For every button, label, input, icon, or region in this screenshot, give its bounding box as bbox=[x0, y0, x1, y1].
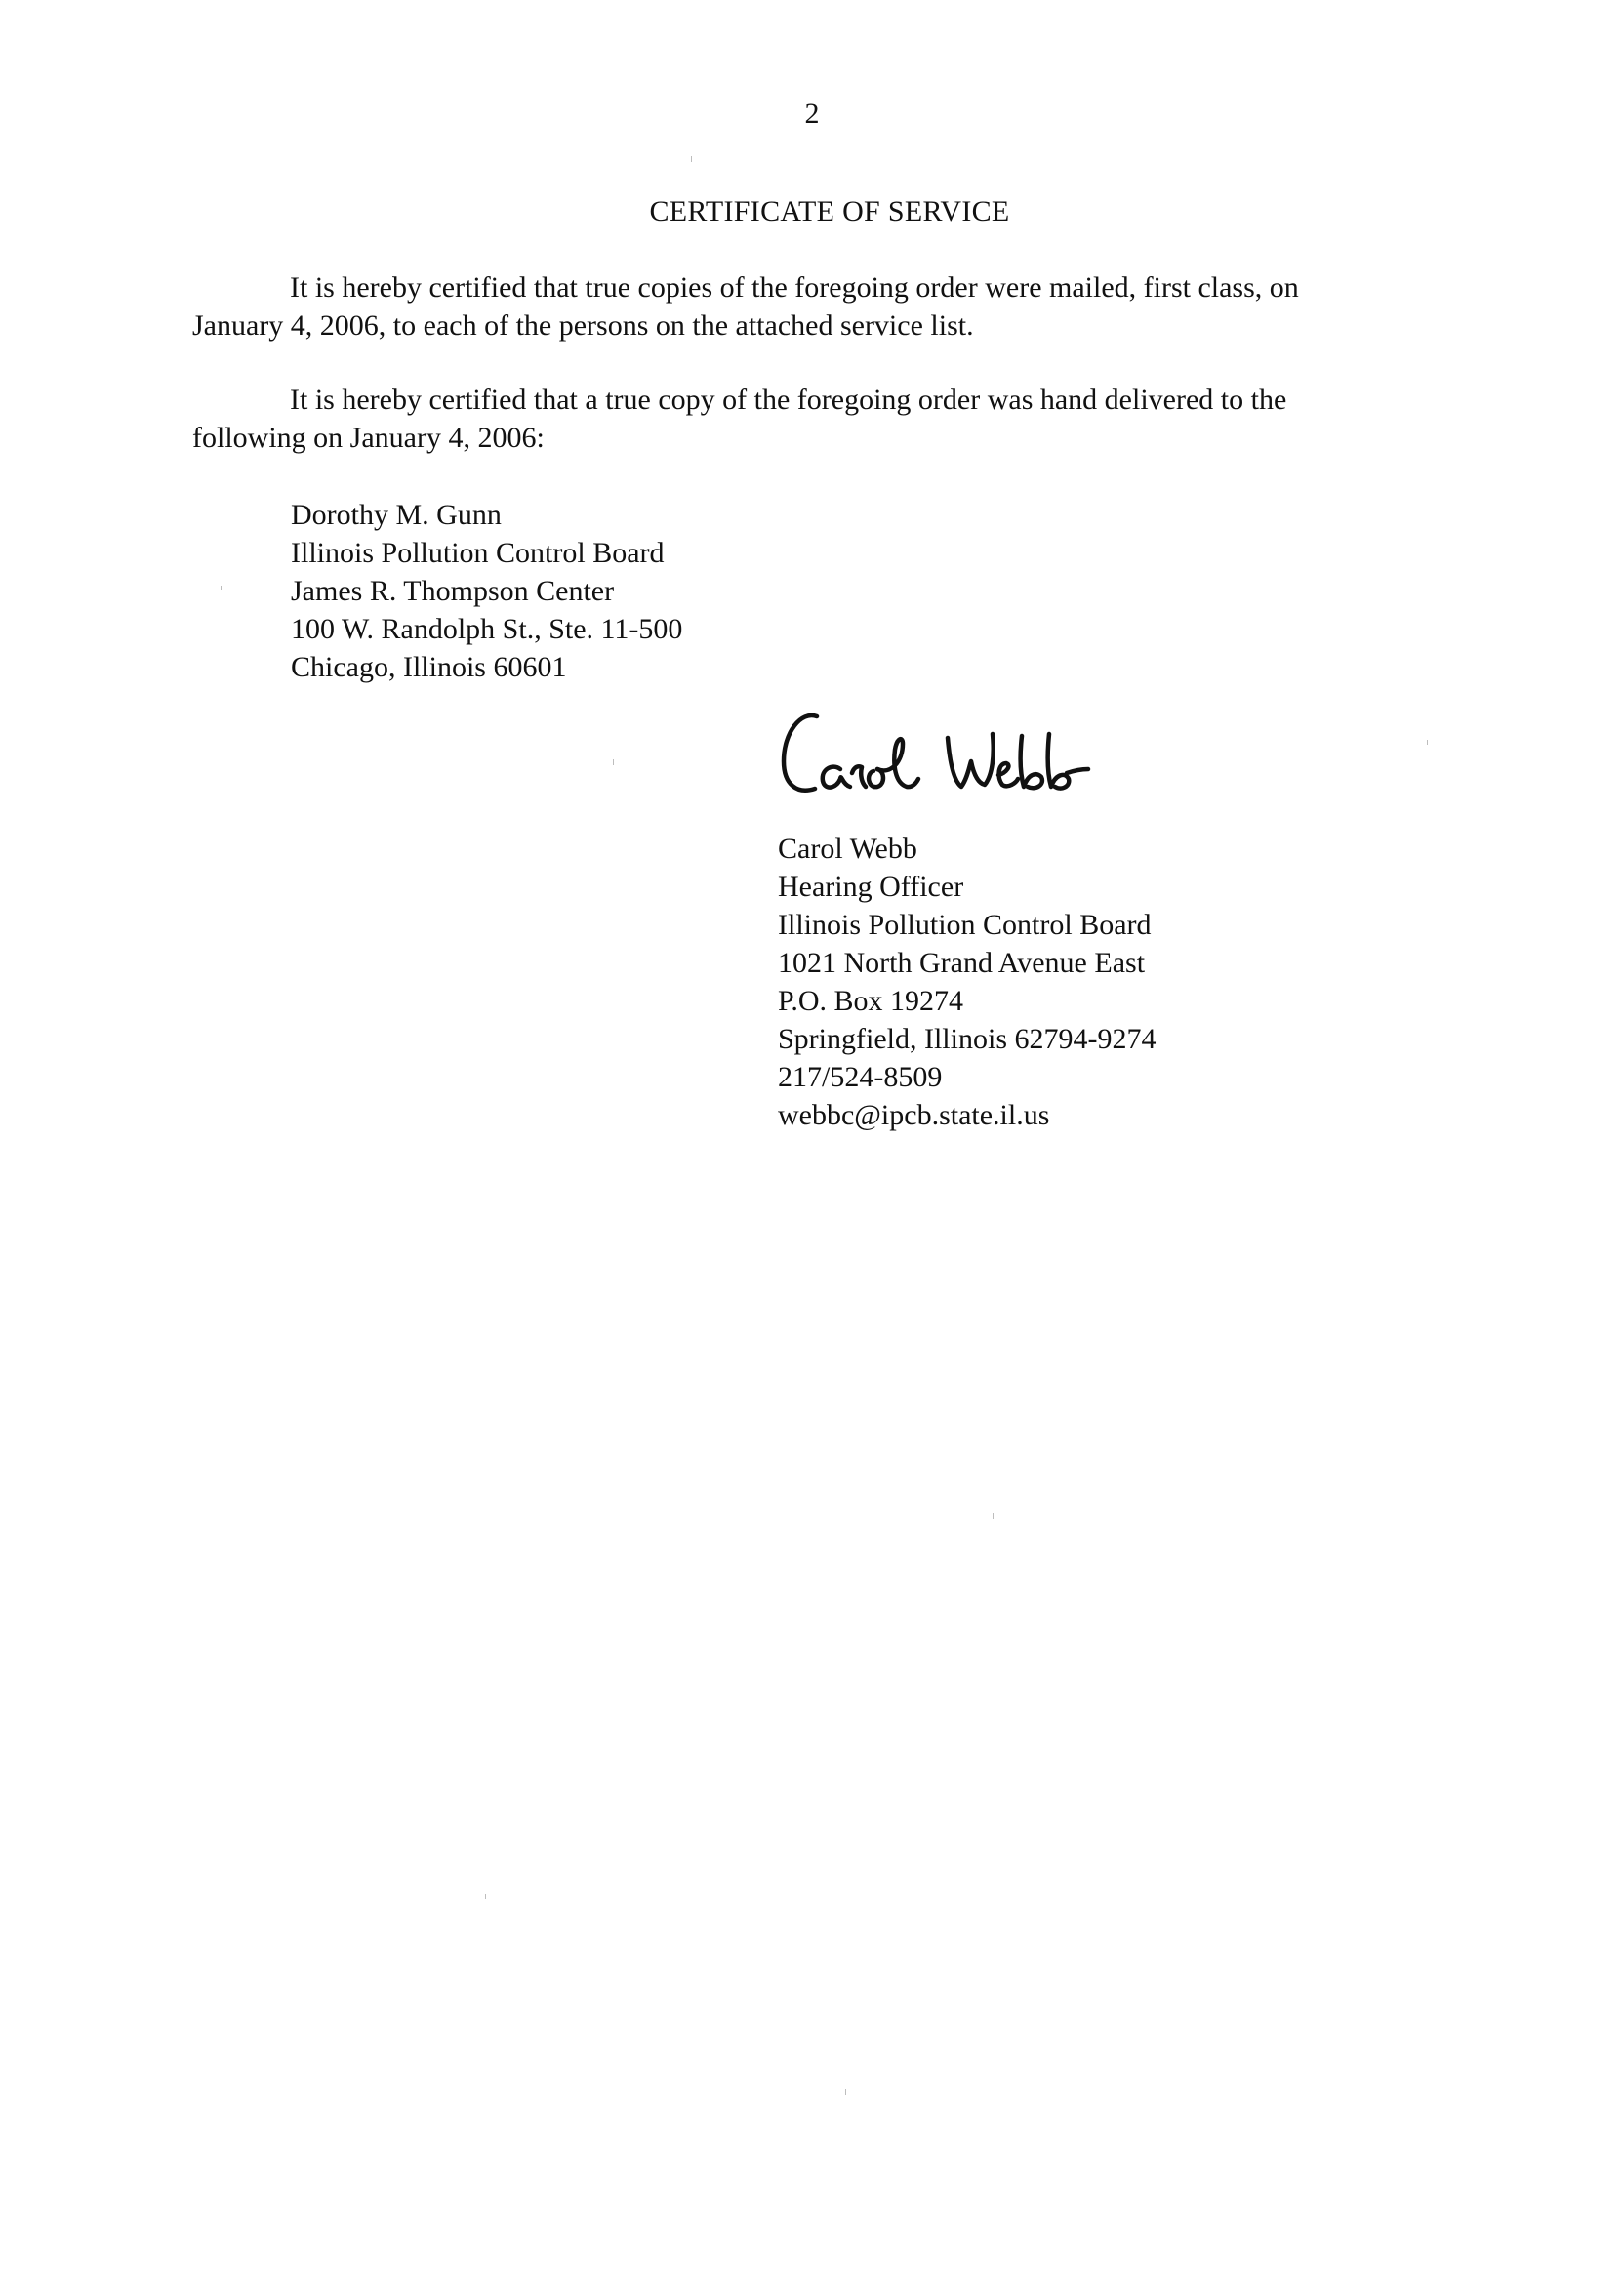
recipient-organization: Illinois Pollution Control Board bbox=[291, 537, 665, 569]
signer-block bbox=[778, 830, 1156, 1134]
scan-speck bbox=[845, 2089, 846, 2095]
signer-street: 1021 North Grand Avenue East bbox=[778, 947, 1146, 979]
hand-delivery-certification-paragraph bbox=[192, 381, 1432, 457]
scan-speck bbox=[485, 1894, 486, 1899]
signer-name: Carol Webb bbox=[778, 833, 917, 865]
paragraph-line: following on January 4, 2006: bbox=[192, 422, 545, 454]
recipient-building: James R. Thompson Center bbox=[291, 575, 615, 607]
mailing-certification-paragraph bbox=[192, 268, 1432, 345]
signer-phone: 217/524-8509 bbox=[778, 1061, 943, 1093]
signer-city: Springfield, Illinois 62794-9274 bbox=[778, 1023, 1157, 1055]
recipient-street: 100 W. Randolph St., Ste. 11-500 bbox=[291, 613, 683, 645]
page-number: 2 bbox=[804, 98, 820, 130]
signer-title: Hearing Officer bbox=[778, 871, 964, 903]
signer-email: webbc@ipcb.state.il.us bbox=[778, 1099, 1050, 1131]
scan-speck bbox=[993, 1513, 994, 1519]
scan-speck bbox=[691, 156, 692, 162]
paragraph-line: It is hereby certified that true copies of the foregoing order were mailed, first class, on bbox=[290, 271, 1299, 304]
paragraph-line: It is hereby certified that a true copy of the foregoing order was hand delivered to the bbox=[290, 384, 1287, 416]
recipient-name: Dorothy M. Gunn bbox=[291, 499, 502, 531]
signer-organization: Illinois Pollution Control Board bbox=[778, 909, 1152, 941]
handwritten-signature bbox=[776, 705, 1137, 812]
paragraph-line: January 4, 2006, to each of the persons on the attached service list. bbox=[192, 309, 974, 342]
scan-speck bbox=[613, 759, 614, 765]
recipient-city: Chicago, Illinois 60601 bbox=[291, 651, 567, 683]
scan-speck bbox=[221, 586, 222, 590]
signer-po-box: P.O. Box 19274 bbox=[778, 985, 964, 1017]
certificate-title: CERTIFICATE OF SERVICE bbox=[649, 195, 1010, 227]
scan-speck bbox=[1427, 740, 1428, 745]
recipient-address-block bbox=[291, 496, 682, 686]
